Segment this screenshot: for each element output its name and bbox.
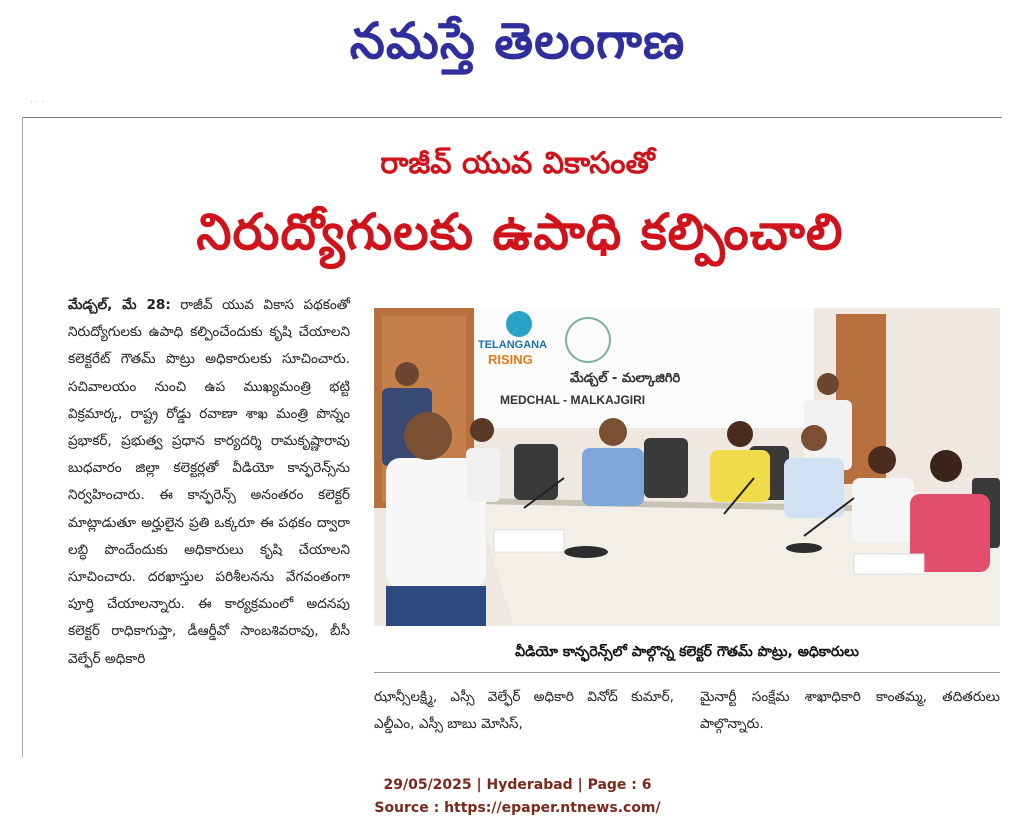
photo-caption: వీడియో కాన్ఫరెన్స్‌లో పాల్గొన్న కలెక్టర్ గౌతమ్ పొట్రు, అధికారులు bbox=[515, 644, 859, 660]
article-body-text: రాజీవ్ యువ వికాస పథకంతో నిరుద్యోగులకు ఉపాధి కల్పించేందుకు కృషి చేయాలని కలెక్టరేట్ గౌతమ్ పొట్రు అధికారులకు సూచించారు. సచివాలయం నుంచి ఉప ముఖ్యమంత్రి భట్టి విక్రమార్క, రాష్ట్ర రోడ్డు రవాణా శాఖ మంత్రి పొన్నం ప్రభాకర్, ప్రభుత్వ ప్రధాన కార్యదర్శి రామకృష్ణారావు బుధవారం జిల్లా కలెక్టర్లతో వీడియో కాన్ఫరెన్స్‌ను నిర్వహించారు. ఈ కాన్ఫరెన్స్ అనంతరం కలెక్టర్ మాట్లాడుతూ అర్హులైన ప్రతి ఒక్కరూ ఈ పథకం ద్వారా లబ్ధి పొందేందుకు అధికారులు కృషి చేయాలని సూచించారు. దరఖాస్తుల పరిశీలనను వేగవంతంగా పూర్తి చేయాలన్నారు. ఈ కార్యక్రమంలో అదనపు కలెక్టర్ రాధికాగుప్తా, డీఆర్డీవో సాంబశివరావు, బీసీ వెల్ఫేర్ అధికారి bbox=[68, 297, 350, 667]
article-kicker: రాజీవ్ యువ వికాసంతో bbox=[380, 146, 655, 181]
page-marker: · · · bbox=[30, 98, 45, 108]
meeting-photo-illustration bbox=[374, 308, 1000, 626]
article-body-column-2: ఝాన్సీలక్ష్మి, ఎస్సీ వెల్ఫేర్ అధికారి వినోద్ కుమార్, ఎల్డీఎం, ఎస్సీ బాబు మోసిస్, bbox=[374, 689, 674, 732]
left-rule bbox=[22, 117, 23, 757]
caption-rule bbox=[374, 672, 1000, 673]
article-headline: నిరుద్యోగులకు ఉపాధి కల్పించాలి bbox=[196, 203, 844, 261]
banner-line2: RISING bbox=[488, 352, 533, 367]
banner-english: MEDCHAL - MALKAJGIRI bbox=[500, 393, 646, 407]
masthead-title: నమస్తే తెలంగాణ bbox=[349, 12, 686, 70]
article-photo bbox=[374, 308, 1000, 626]
banner-line1: TELANGANA bbox=[478, 339, 548, 351]
top-rule bbox=[22, 117, 1002, 118]
article-body-column-3: మైనార్టీ సంక్షేమ శాఖాధికారి కాంతమ్మ, తదితరులు పాల్గొన్నారు. bbox=[700, 689, 1000, 732]
article-body-column-1 bbox=[68, 292, 350, 673]
banner-telugu: మేడ్చల్ - మల్కాజిగిరి bbox=[570, 371, 681, 386]
footer-source-link[interactable]: Source : https://epaper.ntnews.com/ bbox=[374, 800, 661, 816]
footer-date-line: 29/05/2025 | Hyderabad | Page : 6 bbox=[383, 777, 652, 793]
article-dateline: మేడ్చల్, మే 28: bbox=[68, 297, 171, 313]
